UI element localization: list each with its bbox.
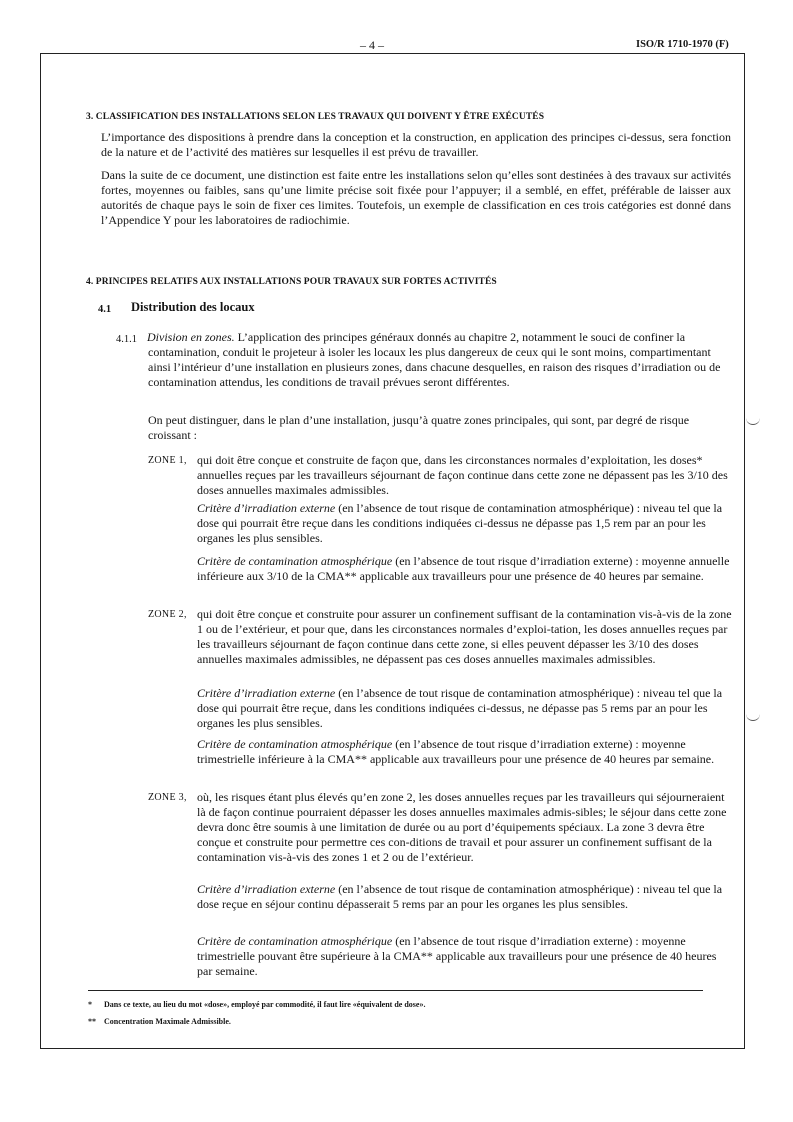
section-3-paragraph-1: L’importance des dispositions à prendre dans la conception et la construction, en application des principes ci-dessus, sera fonction de la nature et de l’activité des matières sur lesquelles il est prévu de travailler.: [101, 130, 731, 159]
margin-mark: [746, 714, 760, 721]
criterion-external-irradiation: [197, 686, 732, 731]
criterion-text: (en l’absence de tout risque de contamination atmosphérique) : niveau tel que la dose reçue en séjour continu dépasserait 5 rems par an pour les organes les plus sensibles.: [197, 882, 723, 911]
criterion-title: Critère d’irradiation externe: [197, 686, 336, 700]
paragraph-4-1-1-b: On peut distinguer, dans le plan d’une installation, jusqu’à quatre zones principales, qui sont, par degré de risque croissant :: [148, 413, 690, 442]
criterion-text: (en l’absence de tout risque d’irradiation externe) : moyenne trimestrielle pouvant être supérieure à la CMA** applicable aux travailleurs pour une présence de 40 heures par semaine.: [197, 934, 717, 978]
criterion-title: Critère de contamination atmosphérique: [197, 554, 393, 568]
page-number: – 4 –: [360, 38, 384, 52]
document-reference: ISO/R 1710-1970 (F): [636, 39, 729, 50]
footnote-marker: *: [88, 1000, 92, 1009]
criterion-atmospheric-contamination: [197, 737, 732, 767]
zone-label: ZONE 2,: [148, 609, 187, 620]
zone-description: qui doit être conçue et construite de façon que, dans les circonstances normales d’exploitation, les doses* annuelles reçues par les travailleurs séjournant de façon continue dans cette zone ne dépassent pas les 3/10 des doses annuelles maximales admissibles.: [197, 453, 728, 497]
footnote-1: [88, 1000, 425, 1010]
paragraph-4-1-1: [148, 330, 730, 390]
criterion-text: (en l’absence de tout risque de contamination atmosphérique) : niveau tel que la dose qui pourrait être reçue dans les conditions indiquées ci-dessus ne dépasse pas 1,5 rem par an pour les organes les plus sensibles.: [197, 501, 723, 545]
criterion-external-irradiation: [197, 882, 732, 912]
criterion-title: Critère de contamination atmosphérique: [197, 737, 393, 751]
section-4-title: 4. PRINCIPES RELATIFS AUX INSTALLATIONS POUR TRAVAUX SUR FORTES ACTIVITÉS: [86, 277, 497, 287]
margin-mark: [746, 418, 760, 425]
paragraph-lead: Division en zones.: [147, 330, 235, 344]
criterion-text: (en l’absence de tout risque de contamination atmosphérique) : niveau tel que la dose qui pourrait être reçue, dans les conditions indiquées ci-dessus, ne dépasse pas 5 rems par an pour les organes les plus sensibles.: [197, 686, 723, 730]
criterion-title: Critère d’irradiation externe: [197, 501, 336, 515]
paragraph-number: 4.1.1: [116, 334, 137, 345]
footnote-marker: **: [88, 1017, 96, 1026]
section-3-paragraph-2: Dans la suite de ce document, une distinction est faite entre les installations selon qu’elles sont destinées à des travaux sur activités fortes, moyennes ou faibles, sans qu’une limite précise soit fixée pour l’appuyer; il a semblé, en effet, préférable de laisser aux autorités de chaque pays le soin de fixer ces limites. Toutefois, un exemple de classification en ces trois catégories est donné dans l’Appendice Y pour les laboratoires de radiochimie.: [101, 168, 731, 227]
criterion-title: Critère de contamination atmosphérique: [197, 934, 393, 948]
paragraph-body: L’application des principes généraux donnés au chapitre 2, notamment le souci de confiner la contamination, conduit le projeteur à isoler les locaux les plus dangereux de ceux qui le sont moins, compartimentant ainsi l’intérieur d’une installation en plusieurs zones, dans chacune desquelles, en raison des risques d’irradiation ou de contamination attendus, les conditions de travail prévues seront différentes.: [148, 330, 721, 389]
criterion-text: (en l’absence de tout risque d’irradiation externe) : moyenne trimestrielle inférieure à la CMA** applicable aux travailleurs pour une présence de 40 heures par semaine.: [197, 737, 715, 766]
criterion-text: (en l’absence de tout risque d’irradiation externe) : moyenne annuelle inférieure aux 3/10 de la CMA** applicable aux travailleurs pour une présence de 40 heures par semaine.: [197, 554, 730, 583]
footnote-separator: [88, 990, 703, 991]
subsection-title: Distribution des locaux: [131, 300, 255, 314]
footnote-text: Concentration Maximale Admissible.: [104, 1017, 231, 1026]
section-3-title: 3. CLASSIFICATION DES INSTALLATIONS SELON LES TRAVAUX QUI DOIVENT Y ÊTRE EXÉCUTÉS: [86, 112, 545, 122]
footnote-2: [88, 1017, 231, 1027]
criterion-external-irradiation: [197, 501, 732, 546]
zone-description: où, les risques étant plus élevés qu’en zone 2, les doses annuelles reçues par les travailleurs qui séjourneraient là de façon continue pourraient dépasser les doses annuelles maximales admis-sibles; le séjour dans cette zone devra donc être soumis à une limitation de durée ou au port d’équipements spéciaux. La zone 3 devra être conçue et construite pour permettre ces con-ditions de travail et pour assurer un confinement suffisant de la contamination vis-à-vis des zones 1 et 2 ou de l’extérieur.: [197, 790, 727, 864]
zone-description: qui doit être conçue et construite pour assurer un confinement suffisant de la contamination vis-à-vis de la zone 1 ou de l’extérieur, et pour que, dans les circonstances normales d’exploi-tation, les doses annuelles reçues par les travailleurs séjournant de façon continue dans cette zone, si elles peuvent dépasser les 3/10 des doses annuelles maximales admissibles, ne dépassent pas ces doses annuelles maximales admissibles.: [197, 607, 732, 666]
subsection-number: 4.1: [98, 304, 112, 315]
criterion-atmospheric-contamination: [197, 934, 732, 979]
criterion-atmospheric-contamination: [197, 554, 732, 584]
criterion-title: Critère d’irradiation externe: [197, 882, 336, 896]
zone-label: ZONE 3,: [148, 792, 187, 803]
footnote-text: Dans ce texte, au lieu du mot «dose», employé par commodité, il faut lire «équivalent de dose».: [104, 1000, 426, 1009]
zone-label: ZONE 1,: [148, 455, 187, 466]
